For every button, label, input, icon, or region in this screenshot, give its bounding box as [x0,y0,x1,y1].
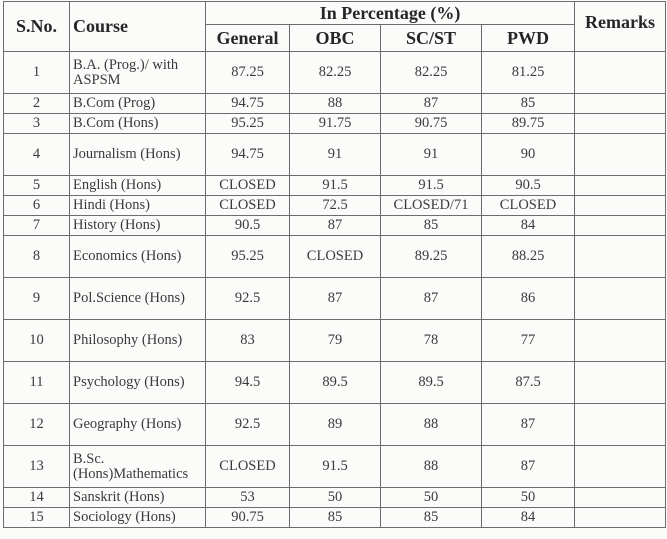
general-cutoff: CLOSED [206,176,290,196]
sno-cell: 3 [4,114,70,134]
sno-cell: 10 [4,320,70,362]
obc-cutoff: 89 [290,404,381,446]
obc-cutoff: 72.5 [290,196,381,216]
course-name: Geography (Hons) [70,404,206,446]
remarks-cell [575,446,666,488]
remarks-cell [575,176,666,196]
sno-cell: 5 [4,176,70,196]
pwd-cutoff: 84 [482,216,575,236]
table-row [4,446,666,488]
general-cutoff: 92.5 [206,278,290,320]
scst-cutoff: 87 [381,278,482,320]
table-row [4,236,666,278]
pwd-cutoff: CLOSED [482,196,575,216]
table-row [4,196,666,216]
table-row [4,320,666,362]
scst-cutoff: 91 [381,134,482,176]
course-name: Pol.Science (Hons) [70,278,206,320]
scst-cutoff: 87 [381,94,482,114]
obc-cutoff: CLOSED [290,236,381,278]
scst-cutoff: 85 [381,216,482,236]
table-row [4,488,666,508]
course-name: Sociology (Hons) [70,508,206,528]
table-row [4,94,666,114]
scst-header: SC/ST [381,25,482,52]
remarks-cell [575,52,666,94]
course-name: English (Hons) [70,176,206,196]
sno-cell: 13 [4,446,70,488]
sno-cell: 11 [4,362,70,404]
table-row [4,508,666,528]
obc-cutoff: 91.5 [290,446,381,488]
general-cutoff: 92.5 [206,404,290,446]
general-cutoff: 95.25 [206,236,290,278]
course-name: B.Com (Prog) [70,94,206,114]
pwd-cutoff: 90 [482,134,575,176]
obc-cutoff: 79 [290,320,381,362]
general-cutoff: 53 [206,488,290,508]
obc-cutoff: 82.25 [290,52,381,94]
obc-cutoff: 88 [290,94,381,114]
sno-cell: 9 [4,278,70,320]
pwd-cutoff: 50 [482,488,575,508]
pwd-header: PWD [482,25,575,52]
course-name: Hindi (Hons) [70,196,206,216]
table-row [4,52,666,94]
remarks-cell [575,216,666,236]
table-row [4,216,666,236]
remarks-cell [575,94,666,114]
scst-cutoff: 78 [381,320,482,362]
obc-header: OBC [290,25,381,52]
pwd-cutoff: 87 [482,404,575,446]
sno-cell: 4 [4,134,70,176]
remarks-cell [575,236,666,278]
table-header [4,2,666,52]
remarks-cell [575,134,666,176]
sno-cell: 6 [4,196,70,216]
remarks-cell [575,320,666,362]
general-cutoff: 87.25 [206,52,290,94]
obc-cutoff: 87 [290,278,381,320]
scst-cutoff: 82.25 [381,52,482,94]
table-row [4,362,666,404]
general-cutoff: CLOSED [206,196,290,216]
pwd-cutoff: 86 [482,278,575,320]
obc-cutoff: 85 [290,508,381,528]
pwd-cutoff: 89.75 [482,114,575,134]
table-row [4,278,666,320]
course-name: B.Sc.(Hons)Mathematics [70,446,206,488]
sno-cell: 12 [4,404,70,446]
remarks-cell [575,404,666,446]
pwd-cutoff: 90.5 [482,176,575,196]
course-name: Psychology (Hons) [70,362,206,404]
remarks-cell [575,362,666,404]
cutoff-table [3,1,666,528]
sno-cell: 7 [4,216,70,236]
general-cutoff: 90.5 [206,216,290,236]
scst-cutoff: 88 [381,446,482,488]
general-cutoff: 94.5 [206,362,290,404]
sno-cell: 1 [4,52,70,94]
table-row [4,134,666,176]
general-cutoff: 83 [206,320,290,362]
course-name: Journalism (Hons) [70,134,206,176]
general-cutoff: 94.75 [206,94,290,114]
remarks-header: Remarks [575,2,666,52]
table-row [4,176,666,196]
sno-cell: 8 [4,236,70,278]
scst-cutoff: 89.25 [381,236,482,278]
sno-cell: 2 [4,94,70,114]
remarks-cell [575,278,666,320]
scst-cutoff: 85 [381,508,482,528]
scst-cutoff: 89.5 [381,362,482,404]
sno-header: S.No. [4,2,70,52]
pwd-cutoff: 87.5 [482,362,575,404]
sno-cell: 15 [4,508,70,528]
general-cutoff: 90.75 [206,508,290,528]
obc-cutoff: 91 [290,134,381,176]
remarks-cell [575,488,666,508]
table-body [4,52,666,528]
scst-cutoff: CLOSED/71 [381,196,482,216]
course-name: Sanskrit (Hons) [70,488,206,508]
obc-cutoff: 91.5 [290,176,381,196]
general-cutoff: 94.75 [206,134,290,176]
obc-cutoff: 91.75 [290,114,381,134]
percentage-header: In Percentage (%) [206,2,575,25]
pwd-cutoff: 88.25 [482,236,575,278]
remarks-cell [575,196,666,216]
course-name: B.Com (Hons) [70,114,206,134]
pwd-cutoff: 81.25 [482,52,575,94]
pwd-cutoff: 84 [482,508,575,528]
course-name: Economics (Hons) [70,236,206,278]
scst-cutoff: 50 [381,488,482,508]
obc-cutoff: 89.5 [290,362,381,404]
obc-cutoff: 50 [290,488,381,508]
course-name: History (Hons) [70,216,206,236]
obc-cutoff: 87 [290,216,381,236]
sno-cell: 14 [4,488,70,508]
scst-cutoff: 88 [381,404,482,446]
pwd-cutoff: 77 [482,320,575,362]
table-row [4,404,666,446]
pwd-cutoff: 87 [482,446,575,488]
general-cutoff: CLOSED [206,446,290,488]
general-cutoff: 95.25 [206,114,290,134]
remarks-cell [575,114,666,134]
pwd-cutoff: 85 [482,94,575,114]
scst-cutoff: 91.5 [381,176,482,196]
course-name: B.A. (Prog.)/ with ASPSM [70,52,206,94]
remarks-cell [575,508,666,528]
table-row [4,114,666,134]
scst-cutoff: 90.75 [381,114,482,134]
course-header: Course [70,2,206,52]
course-name: Philosophy (Hons) [70,320,206,362]
general-header: General [206,25,290,52]
